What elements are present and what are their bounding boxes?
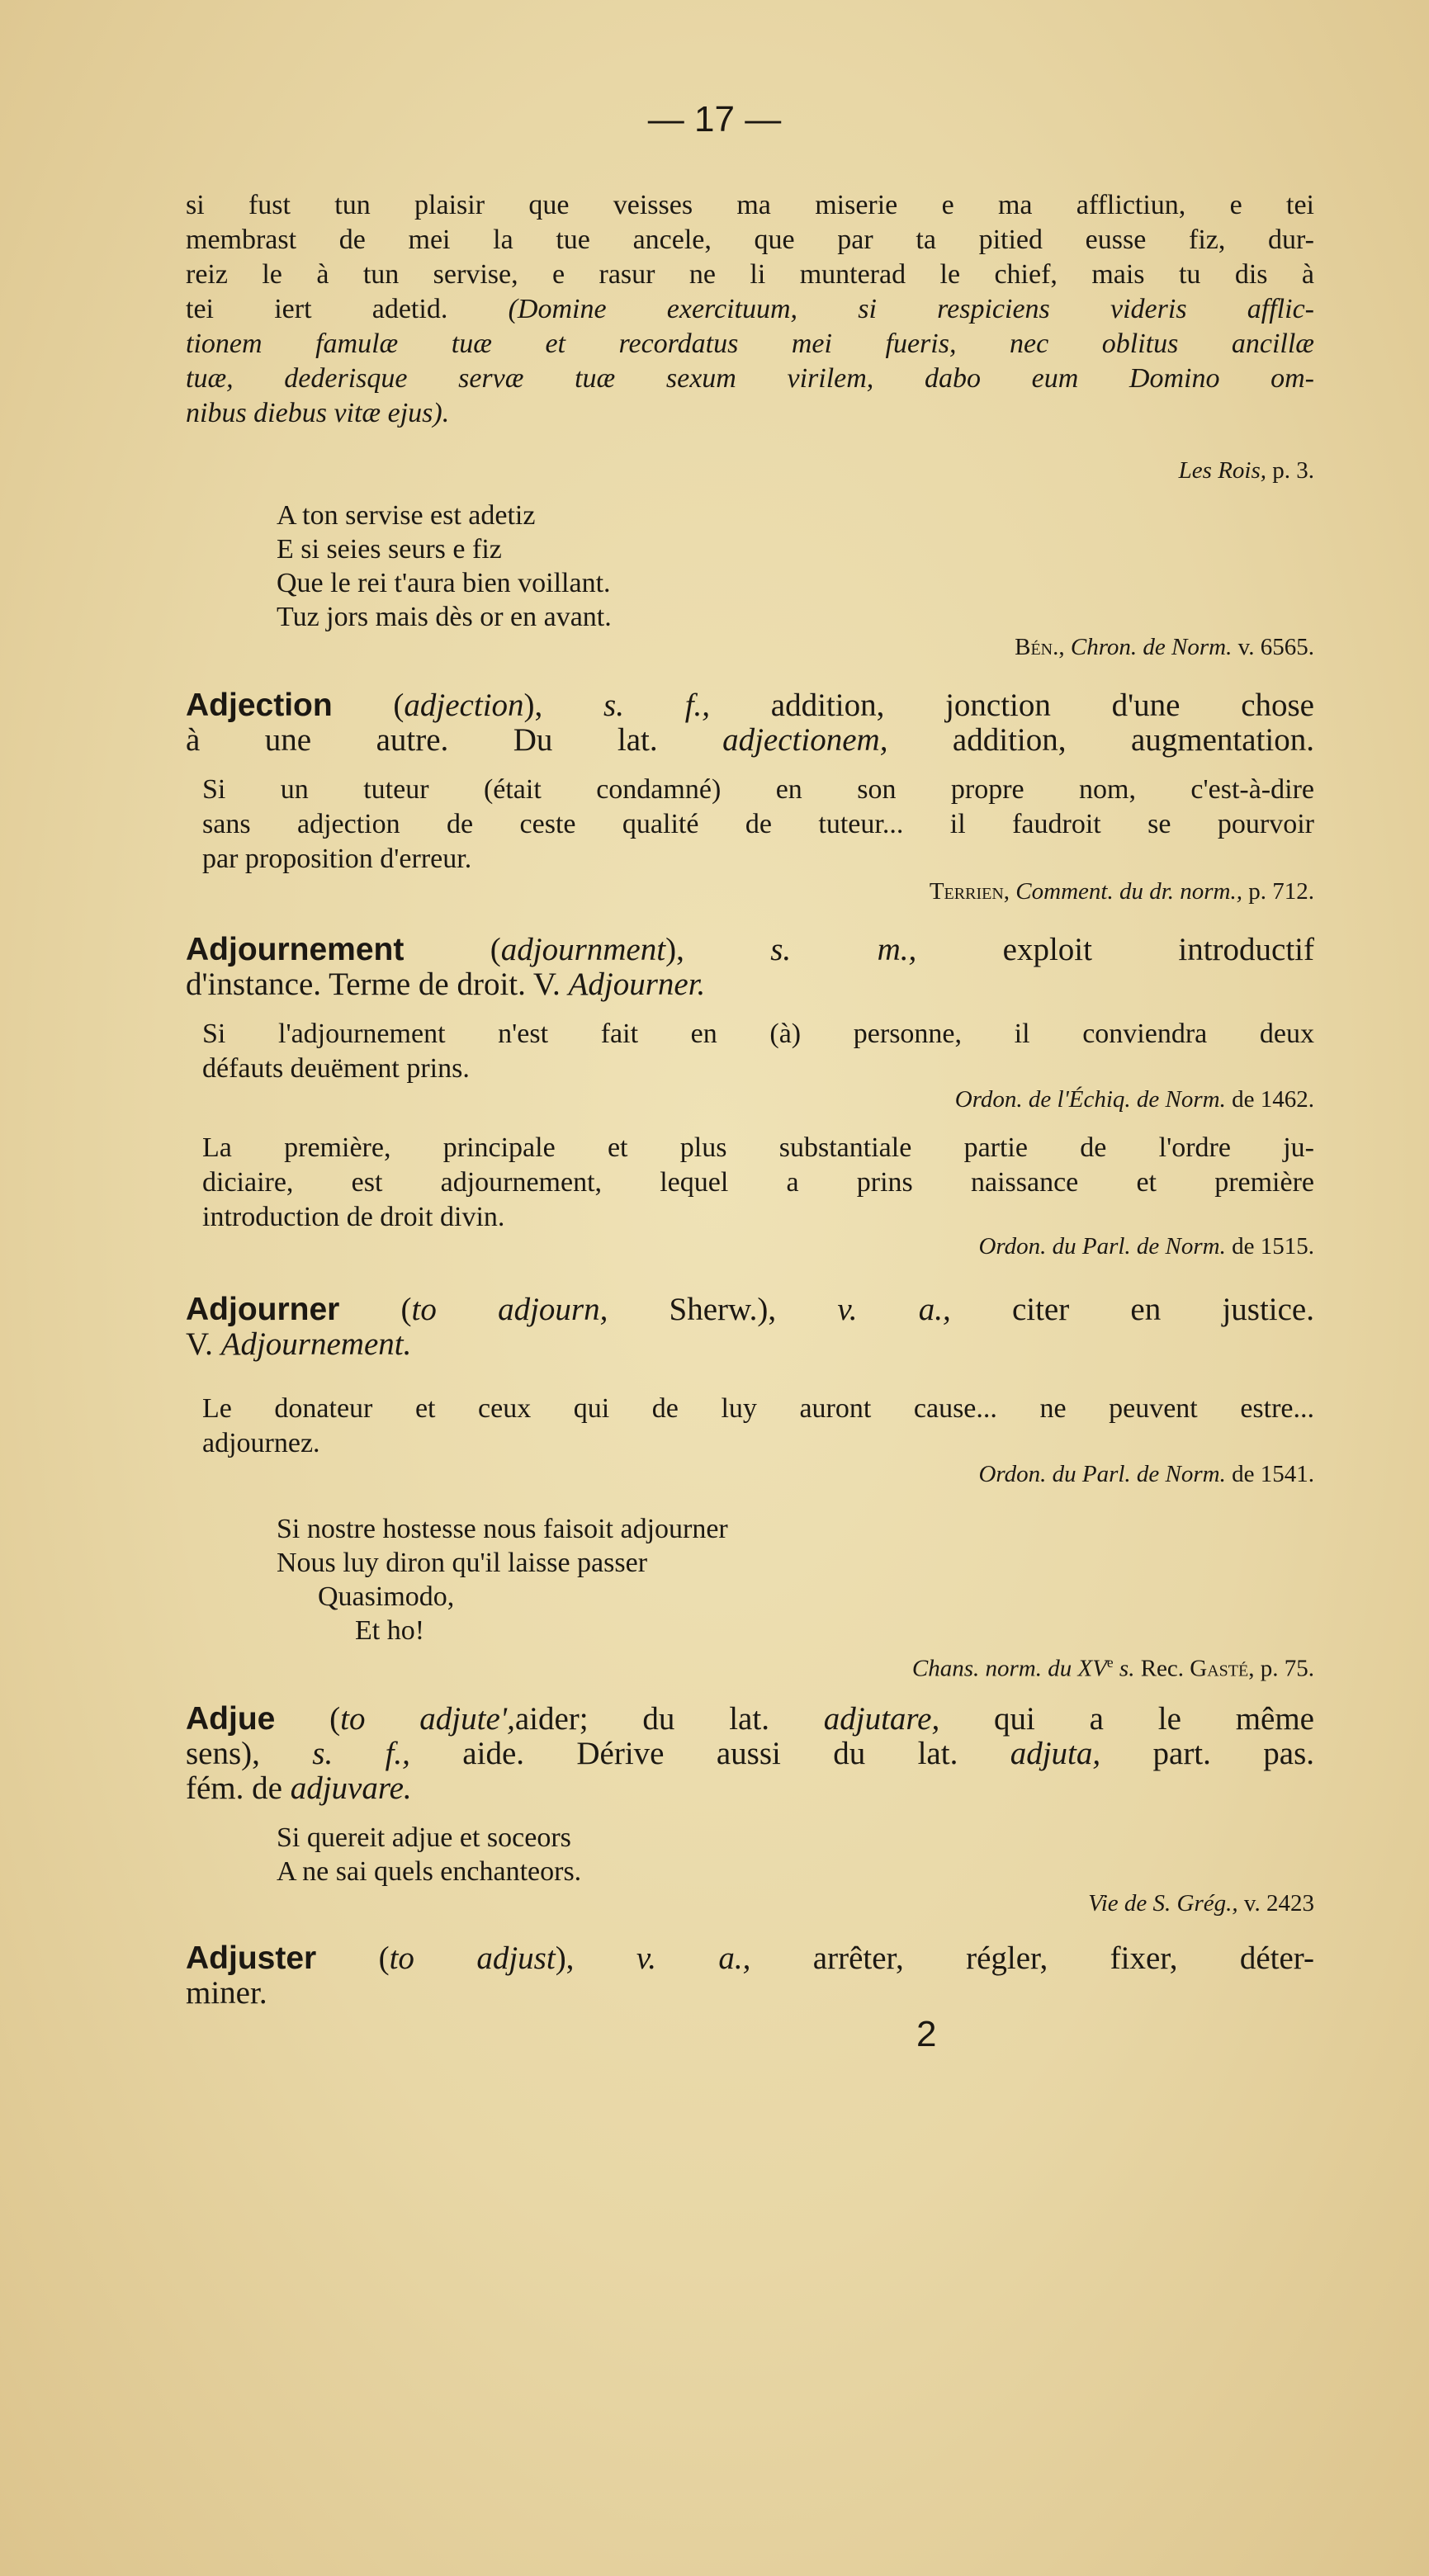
text-run: Bén., (1015, 634, 1071, 660)
text-run: La première, principale et plus substantiale partie de l'ordre ju- (202, 1132, 1314, 1163)
text-run: Et ho! (355, 1615, 425, 1646)
text-line (186, 1737, 1314, 1771)
text-run: de 1462. (1225, 1086, 1314, 1113)
text-line (186, 1459, 1314, 1489)
text-run: ), (523, 688, 604, 723)
text-line (186, 1327, 1314, 1362)
text-run: aider; du lat. (514, 1701, 824, 1737)
text-run: Si nostre hostesse nous faisoit adjourner (277, 1514, 728, 1544)
citation (186, 1085, 1314, 1114)
prose-paragraph (202, 1392, 1314, 1461)
text-run: Rec. (1134, 1655, 1190, 1682)
text-line (277, 1855, 1267, 1888)
text-line (186, 396, 1314, 431)
text-line (277, 1614, 1267, 1647)
prose-paragraph (202, 1017, 1314, 1086)
italic-text: (Domine exercituum, si respiciens videris afflic- (508, 294, 1314, 324)
text-run: d'instance. Terme de droit. V. (186, 967, 569, 1002)
text-run: v. 6565. (1232, 634, 1314, 660)
text-run: défauts deuëment prins. (202, 1053, 470, 1084)
italic-text: adjutare, (823, 1701, 940, 1737)
text-line (186, 967, 1314, 1002)
verse-quotation (277, 1821, 1267, 1888)
text-run: v. 2423 (1237, 1890, 1314, 1917)
text-line (186, 223, 1314, 258)
text-run: reiz le à tun servise, e rasur ne li munterad le chief, mais tu dis à (186, 259, 1314, 290)
text-run: Le donateur et ceux qui de luy auront cause... ne peuvent estre... (202, 1393, 1314, 1424)
text-run: Terrien, (929, 878, 1016, 905)
text-line (277, 499, 1267, 532)
text-line (277, 1512, 1267, 1546)
text-run: ( (316, 1940, 390, 1976)
text-run: addition, augmentation. (887, 722, 1314, 758)
text-line (186, 1647, 1314, 1684)
text-line (186, 456, 1314, 485)
text-line (186, 327, 1314, 362)
text-run: ( (339, 1292, 412, 1327)
text-line (202, 1131, 1314, 1165)
text-run: si fust tun plaisir que veisses ma miserie e ma afflictiun, e tei (186, 190, 1314, 220)
dictionary-entry (186, 1941, 1314, 2011)
italic-text: s. f., (603, 688, 711, 723)
text-line (186, 723, 1314, 758)
citation (186, 1888, 1314, 1918)
text-run: de 1515. (1225, 1233, 1314, 1260)
text-run: part. pas. (1100, 1736, 1315, 1771)
italic-text: Adjourner. (568, 967, 706, 1002)
dictionary-entry (186, 1293, 1314, 1362)
entry-headword: Adjournement (186, 932, 405, 967)
verse-quotation (277, 1512, 1267, 1647)
text-line (277, 532, 1267, 566)
italic-text: adjectionem, (722, 722, 888, 758)
dictionary-entry (186, 1702, 1314, 1806)
verse-quotation (277, 499, 1267, 634)
text-line (186, 1231, 1314, 1261)
text-run: E si seies seurs e fiz (277, 534, 502, 565)
text-run: membrast de mei la tue ancele, que par ta pitied eusse fiz, dur- (186, 225, 1314, 255)
italic-text: adjuta, (1010, 1736, 1101, 1771)
text-line (202, 1392, 1314, 1426)
text-line (202, 773, 1314, 807)
dictionary-entry (186, 933, 1314, 1002)
text-run: aide. Dérive aussi du lat. (409, 1736, 1010, 1771)
text-line (202, 1200, 1314, 1235)
text-run: p. 3. (1266, 457, 1314, 484)
text-line (186, 1702, 1314, 1737)
text-run: ( (332, 688, 405, 723)
italic-text: Chans. norm. du XV (911, 1655, 1107, 1682)
italic-text: nibus diebus vitæ ejus). (186, 398, 450, 428)
text-line (202, 1426, 1314, 1461)
text-run: p. 712. (1242, 878, 1314, 905)
text-run: à une autre. Du lat. (186, 722, 723, 758)
text-line (186, 877, 1314, 906)
text-run: exploit introductif (916, 932, 1314, 967)
citation (186, 1459, 1314, 1489)
signature-mark: 2 (916, 2014, 937, 2054)
text-line (186, 1293, 1314, 1327)
text-line (186, 933, 1314, 967)
text-run: citer en justice. (950, 1292, 1314, 1327)
italic-text: adjournment (500, 932, 666, 967)
text-run: Nous luy diron qu'il laisse passer (277, 1548, 648, 1578)
text-line (186, 688, 1314, 723)
prose-paragraph (186, 188, 1314, 431)
text-line (202, 807, 1314, 842)
text-line (186, 292, 1314, 327)
text-line (186, 1888, 1314, 1918)
text-run: adjournez. (202, 1428, 320, 1458)
page-number: — 17 — (647, 99, 782, 139)
italic-text: to adjute', (340, 1701, 515, 1737)
italic-text: Adjournement. (220, 1326, 412, 1362)
text-line (202, 1017, 1314, 1052)
text-line (186, 258, 1314, 292)
prose-paragraph (202, 773, 1314, 877)
text-run: Tuz jors mais dès or en avant. (277, 602, 612, 632)
italic-text: s. m., (770, 932, 917, 967)
text-run: de 1541. (1225, 1461, 1314, 1487)
text-run: tei iert adetid. (186, 294, 509, 324)
text-line (202, 1052, 1314, 1086)
text-line (186, 1771, 1314, 1806)
italic-text: s. (1113, 1655, 1135, 1682)
text-run: introduction de droit divin. (202, 1202, 505, 1232)
text-run: A ne sai quels enchanteors. (277, 1856, 582, 1887)
text-line (186, 1976, 1314, 2011)
text-line (277, 1821, 1267, 1855)
text-run: addition, jonction d'une chose (710, 688, 1314, 723)
text-run: qui a le même (939, 1701, 1314, 1737)
text-run: arrêter, régler, fixer, déter- (750, 1940, 1314, 1976)
italic-text: Ordon. de l'Échiq. de Norm. (954, 1086, 1226, 1113)
text-line (277, 1546, 1267, 1580)
text-line (186, 188, 1314, 223)
text-run: ), (665, 932, 771, 967)
text-run: V. (186, 1326, 221, 1362)
text-run: Si quereit adjue et soceors (277, 1822, 571, 1853)
text-line (186, 632, 1314, 662)
italic-text: v. a., (636, 1940, 751, 1976)
text-line (202, 842, 1314, 877)
text-run: par proposition d'erreur. (202, 844, 472, 874)
text-line (186, 1941, 1314, 1976)
text-line (277, 1580, 1267, 1614)
text-run: e (1106, 1654, 1114, 1671)
text-run: ( (404, 932, 501, 967)
text-run: Que le rei t'aura bien voillant. (277, 568, 611, 598)
text-line (186, 1085, 1314, 1114)
text-run: fém. de (186, 1770, 291, 1806)
text-line (202, 1165, 1314, 1200)
italic-text: v. a., (837, 1292, 951, 1327)
text-run: Sherw.), (608, 1292, 838, 1327)
italic-text: adjection (404, 688, 524, 723)
entry-headword: Adjection (186, 688, 333, 723)
text-run: ( (275, 1701, 341, 1737)
italic-text: Chron. de Norm. (1070, 634, 1233, 660)
text-line (277, 600, 1267, 634)
italic-text: to adjust (389, 1940, 556, 1976)
citation (186, 1231, 1314, 1261)
citation (186, 456, 1314, 485)
text-run: sans adjection de ceste qualité de tuteur... il faudroit se pourvoir (202, 809, 1314, 839)
text-run: A ton servise est adetiz (277, 500, 536, 531)
text-run: ), (555, 1940, 636, 1976)
italic-text: Les Rois, (1178, 457, 1266, 484)
italic-text: Comment. du dr. norm., (1015, 878, 1242, 905)
citation (186, 877, 1314, 906)
italic-text: adjuvare. (290, 1770, 412, 1806)
prose-paragraph (202, 1131, 1314, 1235)
text-run: miner. (186, 1975, 267, 2011)
entry-headword: Adjue (186, 1701, 276, 1737)
text-run: p. 75. (1254, 1655, 1314, 1682)
text-line (186, 362, 1314, 396)
text-line (277, 566, 1267, 600)
text-run: Si un tuteur (était condamné) en son propre nom, c'est-à-dire (202, 774, 1314, 805)
text-run: Si l'adjournement n'est fait en (à) personne, il conviendra deux (202, 1019, 1314, 1049)
text-run: Quasimodo, (318, 1581, 455, 1612)
text-run: sens), (186, 1736, 313, 1771)
entry-headword: Adjourner (186, 1292, 340, 1327)
entry-headword: Adjuster (186, 1940, 317, 1976)
italic-text: Ordon. du Parl. de Norm. (978, 1461, 1226, 1487)
italic-text: tionem famulæ tuæ et recordatus mei fueris, nec oblitus ancillæ (186, 328, 1314, 359)
italic-text: Ordon. du Parl. de Norm. (978, 1233, 1226, 1260)
citation (186, 632, 1314, 662)
dictionary-entry (186, 688, 1314, 758)
text-run: diciaire, est adjournement, lequel a prins naissance et première (202, 1167, 1314, 1198)
italic-text: Vie de S. Grég., (1088, 1890, 1238, 1917)
italic-text: tuæ, dederisque servæ tuæ sexum virilem, dabo eum Domino om- (186, 363, 1314, 394)
text-run: Gasté, (1190, 1655, 1255, 1682)
italic-text: s. f., (312, 1736, 410, 1771)
italic-text: to adjourn, (411, 1292, 608, 1327)
citation (186, 1647, 1314, 1684)
